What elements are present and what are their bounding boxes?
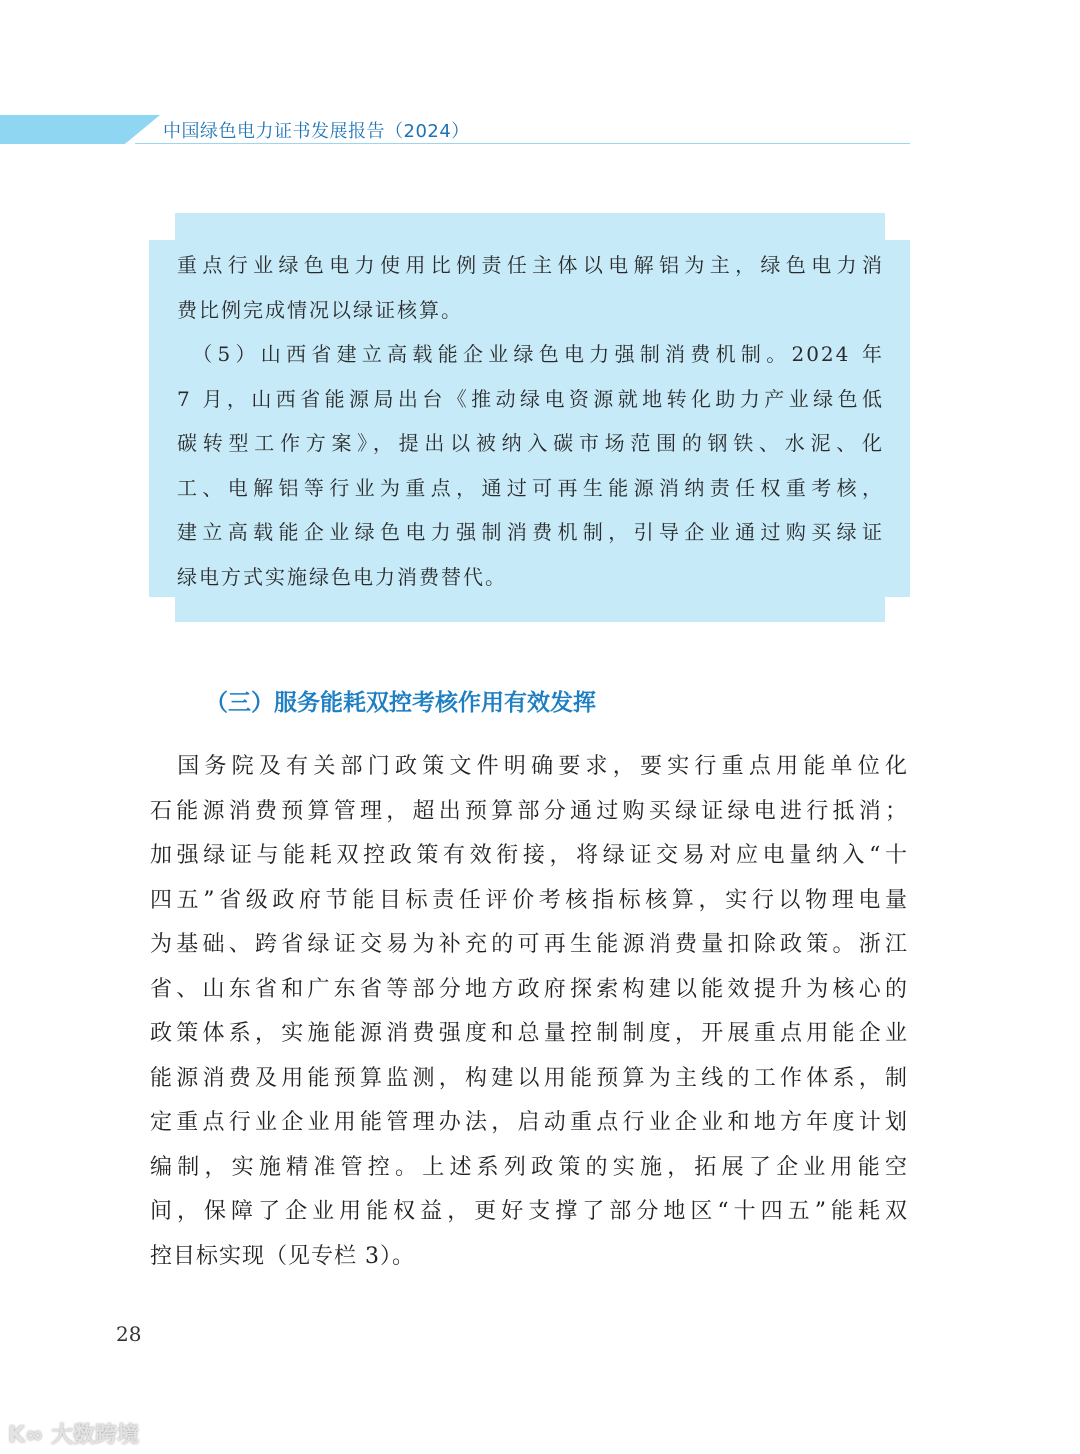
header-accent-band: [0, 115, 160, 144]
text-line: 碳转型工作方案》，提出以被纳入碳市场范围的钢铁、水泥、化: [177, 431, 884, 455]
text-line: 政策体系，实施能源消费强度和总量控制制度，开展重点用能企业: [150, 1021, 908, 1046]
callout-box-text: [177, 243, 884, 599]
text-line: 省、山东省和广东省等部分地方政府探索构建以能效提升为核心的: [150, 976, 908, 1002]
text-line: 四五”省级政府节能目标责任评价考核指标核算，实行以物理电量: [150, 887, 908, 913]
text-line: 控目标实现（见专栏 3）。: [150, 1243, 415, 1269]
text-line: 加强绿证与能耗双控政策有效衔接，将绿证交易对应电量纳入“十: [150, 843, 908, 868]
text-line: 费比例完成情况以绿证核算。: [177, 297, 463, 322]
running-header-title: 中国绿色电力证书发展报告（2024）: [163, 121, 470, 142]
watermark-logo: K∞ 大数跨境: [8, 1423, 140, 1448]
text-line: 定重点行业企业用能管理办法，启动重点行业企业和地方年度计划: [150, 1110, 908, 1135]
text-line: 7 月，山西省能源局出台《推动绿电资源就地转化助力产业绿色低: [177, 386, 884, 411]
text-line: 重点行业绿色电力使用比例责任主体以电解铝为主，绿色电力消: [177, 253, 884, 277]
text-line: 石能源消费预算管理，超出预算部分通过购买绿证绿电进行抵消；: [150, 798, 908, 824]
watermark-text: 大数跨境: [51, 1423, 140, 1448]
body-paragraph: [150, 745, 908, 1279]
text-line: 间，保障了企业用能权益，更好支撑了部分地区“十四五”能耗双: [150, 1199, 908, 1224]
text-line: 为基础、跨省绿证交易为补充的可再生能源消费量扣除政策。浙江: [150, 932, 908, 957]
section-heading: （三）服务能耗双控考核作用有效发挥: [205, 690, 596, 716]
text-line: 国务院及有关部门政策文件明确要求，要实行重点用能单位化: [150, 754, 908, 779]
page-number: 28: [116, 1322, 142, 1346]
text-line: 编制，实施精准管控。上述系列政策的实施，拓展了企业用能空: [150, 1154, 908, 1180]
header-rule: [135, 143, 910, 144]
text-line: 能源消费及用能预算监测，构建以用能预算为主线的工作体系，制: [150, 1065, 908, 1091]
text-line: （5）山西省建立高载能企业绿色电力强制消费机制。2024 年: [177, 342, 884, 366]
text-line: 绿电方式实施绿色电力消费替代。: [177, 564, 507, 589]
text-line: 建立高载能企业绿色电力强制消费机制，引导企业通过购买绿证: [177, 520, 884, 544]
text-line: 工、电解铝等行业为重点，通过可再生能源消纳责任权重考核，: [177, 475, 884, 500]
